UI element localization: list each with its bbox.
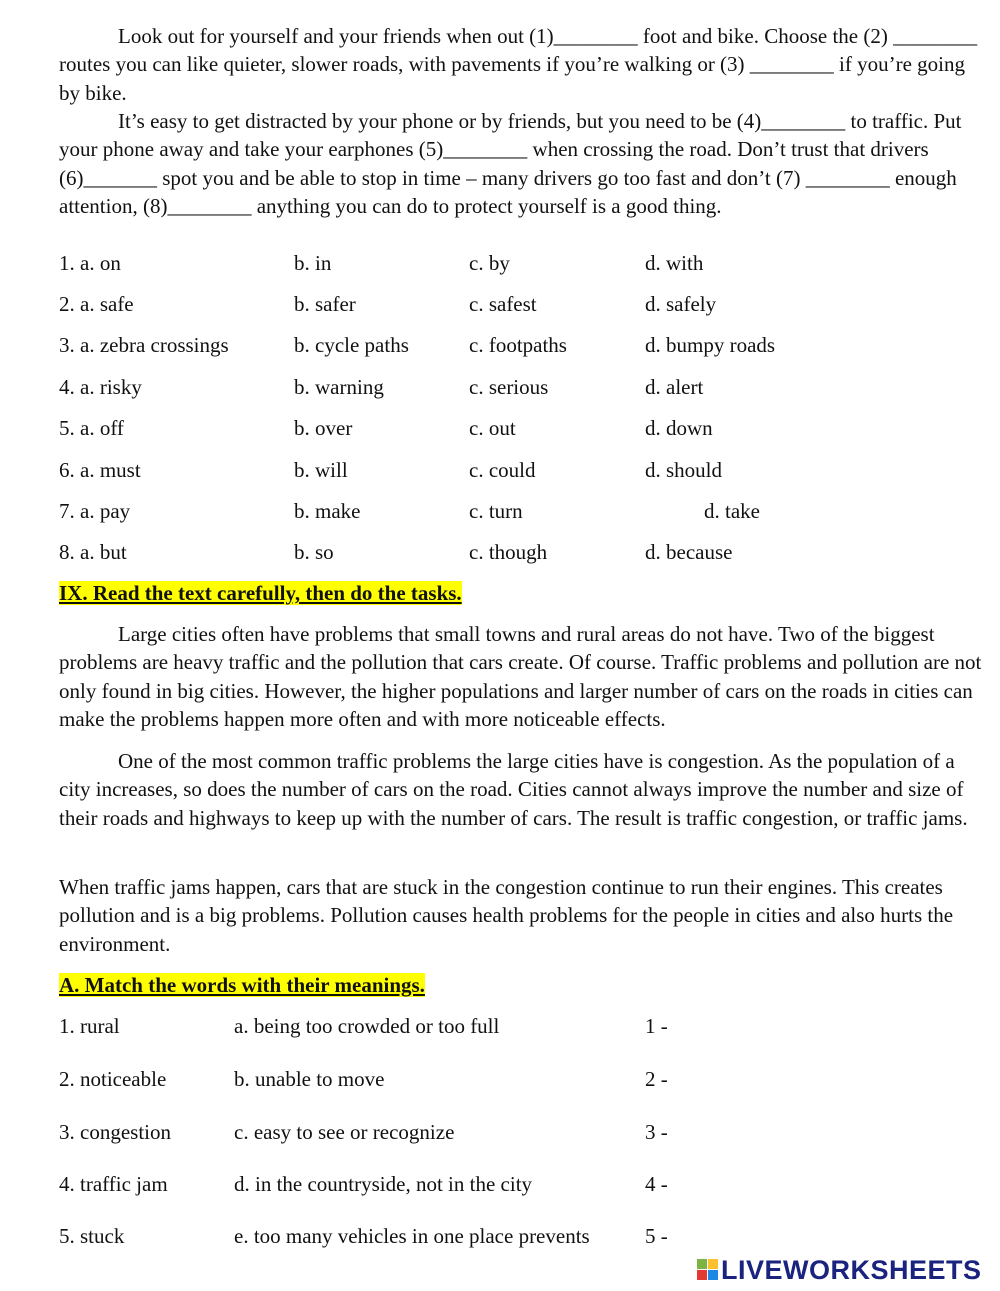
option-a[interactable]: 5. a. off bbox=[59, 416, 124, 440]
option-a[interactable]: 1. a. on bbox=[59, 251, 121, 275]
option-b[interactable]: b. will bbox=[294, 458, 348, 482]
option-b[interactable]: b. over bbox=[294, 416, 353, 440]
option-c[interactable]: c. though bbox=[469, 540, 548, 564]
option-a[interactable]: 6. a. must bbox=[59, 458, 141, 482]
logo-text: LIVEWORKSHEETS bbox=[721, 1255, 982, 1285]
match-row bbox=[0, 1170, 1000, 1198]
section-heading-ix: IX. Read the text carefully, then do the tasks. bbox=[59, 581, 462, 605]
question-row bbox=[0, 456, 1000, 484]
match-word: 4. traffic jam bbox=[59, 1172, 168, 1196]
option-b[interactable]: b. make bbox=[294, 499, 361, 523]
match-answer[interactable]: 2 - bbox=[645, 1067, 668, 1091]
liveworksheets-logo-icon bbox=[697, 1259, 719, 1281]
option-c[interactable]: c. by bbox=[469, 251, 510, 275]
match-word: 5. stuck bbox=[59, 1224, 125, 1248]
option-b[interactable]: b. so bbox=[294, 540, 334, 564]
passage-paragraph-1 bbox=[59, 22, 984, 107]
reading-paragraph-1 bbox=[59, 620, 984, 733]
match-word: 1. rural bbox=[59, 1014, 120, 1038]
passage-text-1: Look out for yourself and your friends when out (1)________ foot and bike. Choose the (2) ________ routes you can like quieter, slower roads, with pavements if you’re walking or (3) ________ if you’re going by bike. bbox=[59, 24, 978, 105]
match-row bbox=[0, 1012, 1000, 1040]
match-answer[interactable]: 5 - bbox=[645, 1224, 668, 1248]
option-d[interactable]: d. because bbox=[645, 540, 733, 564]
match-meaning: a. being too crowded or too full bbox=[234, 1014, 500, 1038]
option-d[interactable]: d. down bbox=[645, 416, 713, 440]
option-a[interactable]: 3. a. zebra crossings bbox=[59, 333, 229, 357]
option-d[interactable]: d. safely bbox=[645, 292, 717, 316]
option-a[interactable]: 2. a. safe bbox=[59, 292, 134, 316]
question-row bbox=[0, 538, 1000, 566]
option-a[interactable]: 7. a. pay bbox=[59, 499, 131, 523]
question-row bbox=[0, 414, 1000, 442]
option-b[interactable]: b. cycle paths bbox=[294, 333, 409, 357]
match-meaning: b. unable to move bbox=[234, 1067, 385, 1091]
option-c[interactable]: c. footpaths bbox=[469, 333, 567, 357]
option-c[interactable]: c. could bbox=[469, 458, 536, 482]
reading-paragraph-3: When traffic jams happen, cars that are stuck in the congestion continue to run their engines. This creates pollution and is a big problems. Pollution causes health problems for the people in cities and also hurts the environment. bbox=[59, 875, 954, 956]
match-row bbox=[0, 1118, 1000, 1146]
task-a-heading: A. Match the words with their meanings. bbox=[59, 973, 425, 997]
reading-text-2: One of the most common traffic problems the large cities have is congestion. As the population of a city increases, so does the number of cars on the road. Cities cannot always improve the number and size of their roads and highways to keep up with the number of cars. The result is traffic congestion, or traffic jams. bbox=[59, 749, 968, 830]
match-word: 2. noticeable bbox=[59, 1067, 167, 1091]
match-word: 3. congestion bbox=[59, 1120, 171, 1144]
option-c[interactable]: c. out bbox=[469, 416, 516, 440]
option-d[interactable]: d. with bbox=[645, 251, 704, 275]
passage-paragraph-2 bbox=[59, 107, 984, 220]
match-answer[interactable]: 1 - bbox=[645, 1014, 668, 1038]
question-row bbox=[0, 497, 1000, 525]
question-row bbox=[0, 373, 1000, 401]
option-b[interactable]: b. safer bbox=[294, 292, 356, 316]
question-row bbox=[0, 331, 1000, 359]
option-d[interactable]: d. should bbox=[645, 458, 723, 482]
option-d[interactable]: d. take bbox=[704, 499, 760, 523]
option-a[interactable]: 4. a. risky bbox=[59, 375, 142, 399]
question-row bbox=[0, 290, 1000, 318]
match-meaning: d. in the countryside, not in the city bbox=[234, 1172, 533, 1196]
reading-text-1: Large cities often have problems that small towns and rural areas do not have. Two of the biggest problems are heavy traffic and the pollution that cars create. Of course. Traffic problems and pollution are not only found in big cities. However, the higher populations and larger number of cars on the roads in cities can make the problems happen more often and with more noticeable effects. bbox=[59, 622, 982, 731]
liveworksheets-logo[interactable] bbox=[697, 1255, 997, 1285]
question-row bbox=[0, 249, 1000, 277]
option-d[interactable]: d. alert bbox=[645, 375, 704, 399]
match-meaning: e. too many vehicles in one place prevents bbox=[234, 1224, 590, 1248]
match-row bbox=[0, 1222, 1000, 1250]
match-answer[interactable]: 3 - bbox=[645, 1120, 668, 1144]
passage-text-2: It’s easy to get distracted by your phone or by friends, but you need to be (4)________ to traffic. Put your phone away and take your earphones (5)________ when crossing the road. Don’t trust that drivers (6)_______ spot you and be able to stop in time – many drivers go too fast and don’t (7) ________ enough attention, (8)________ anything you can do to protect yourself is a good thing. bbox=[59, 109, 962, 218]
option-c[interactable]: c. safest bbox=[469, 292, 537, 316]
option-b[interactable]: b. in bbox=[294, 251, 332, 275]
match-row bbox=[0, 1065, 1000, 1093]
option-b[interactable]: b. warning bbox=[294, 375, 384, 399]
option-d[interactable]: d. bumpy roads bbox=[645, 333, 776, 357]
match-meaning: c. easy to see or recognize bbox=[234, 1120, 455, 1144]
option-c[interactable]: c. turn bbox=[469, 499, 523, 523]
option-c[interactable]: c. serious bbox=[469, 375, 549, 399]
match-answer[interactable]: 4 - bbox=[645, 1172, 668, 1196]
reading-paragraph-2 bbox=[59, 747, 984, 832]
option-a[interactable]: 8. a. but bbox=[59, 540, 127, 564]
